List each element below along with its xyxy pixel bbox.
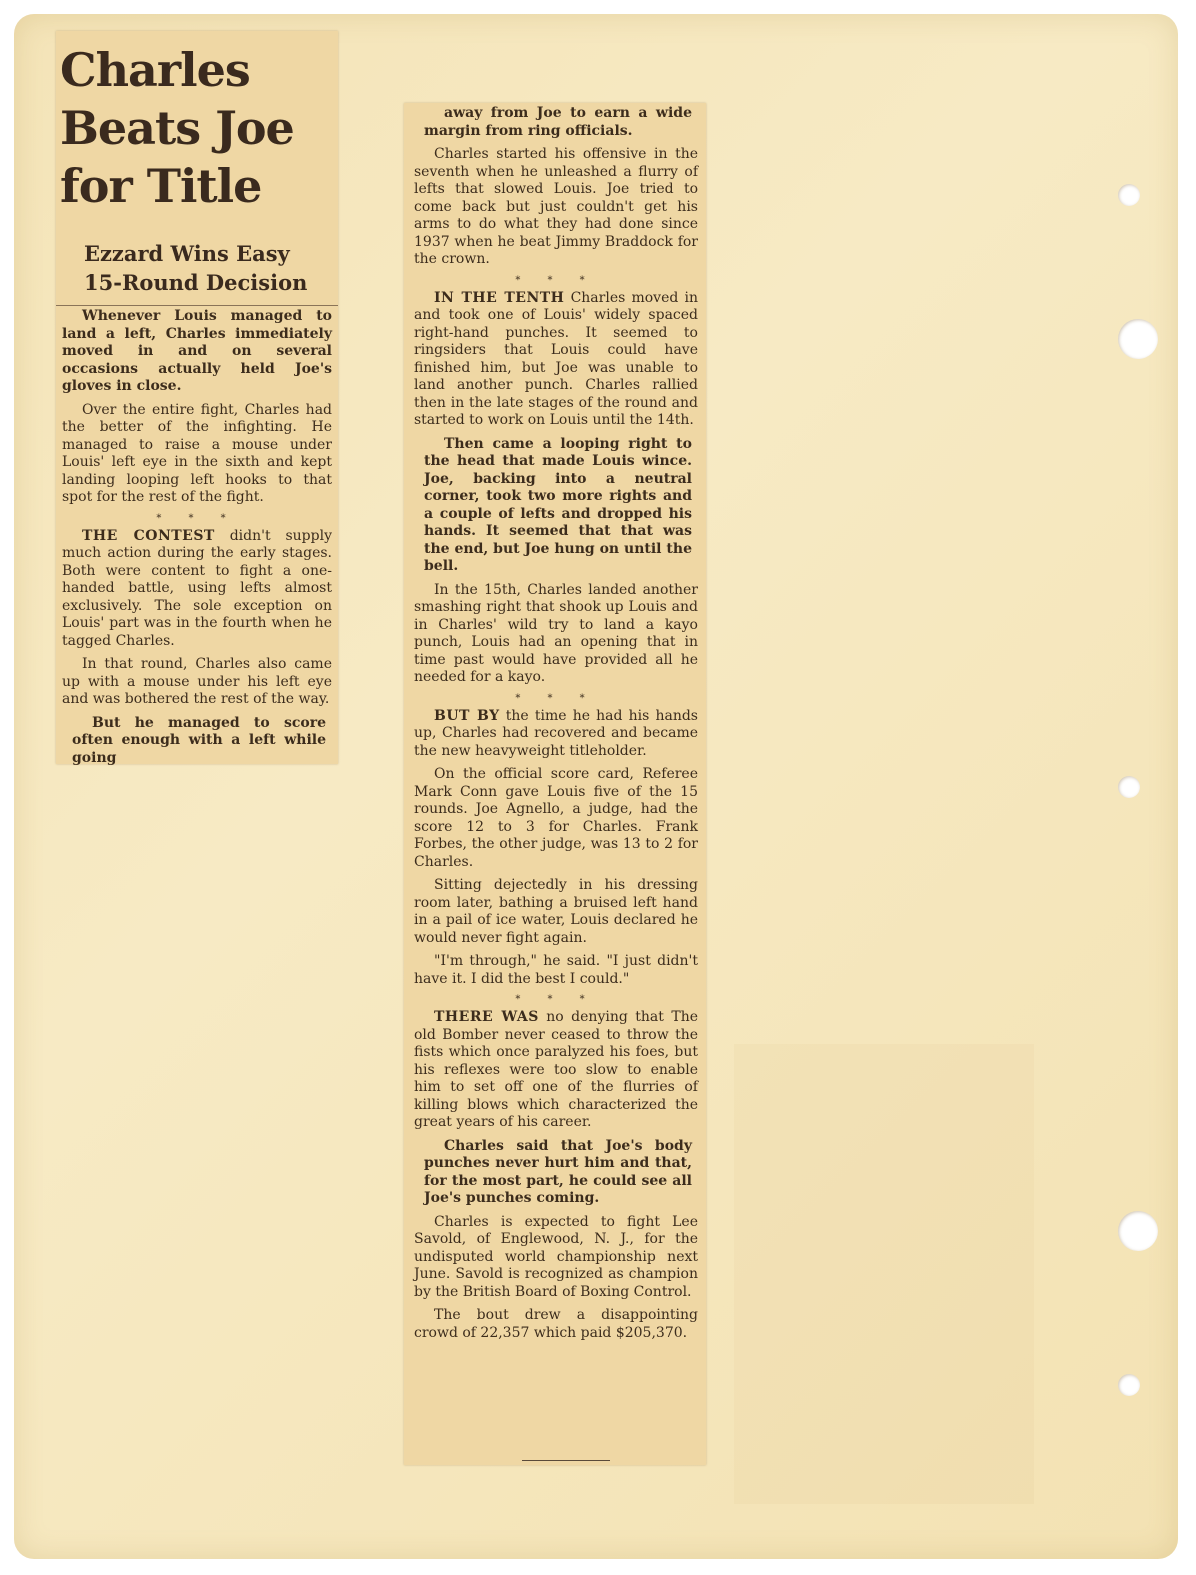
newspaper-clipping-column-2 <box>404 103 706 1465</box>
paragraph-text: Charles moved in and took one of Louis' widely spaced right-hand punches. It seemed to ringsiders that Louis could have finished him, but Joe was unable to land another punch. Charles rallied then in the late stages of the round and started to work on Louis until the 14th. <box>414 289 699 428</box>
article-body-column-2 <box>404 103 706 1342</box>
paragraph <box>414 1009 698 1132</box>
section-separator: * * * <box>515 692 597 704</box>
paragraph-text: didn't supply much action during the early stages. Both were content to fight a one-handed battle, using lefts almost exclusively. The sole exception on Louis' part was in the fourth when he tagged Charles. <box>62 527 332 649</box>
binder-hole <box>1118 1211 1158 1251</box>
paragraph <box>414 290 698 430</box>
binder-hole <box>1118 319 1158 359</box>
paragraph: On the official score card, Referee Mark Conn gave Louis five of the 15 rounds. Joe Agnello, a judge, had the score 12 to 3 for Charles. Frank Forbes, the other judge, was 13 to 2 for Charles. <box>414 766 698 870</box>
paragraph: Charles is expected to fight Lee Savold, of Englewood, N. J., for the undisputed world championship next June. Savold is recognized as champion by the British Board of Boxing Control. <box>414 1213 698 1300</box>
paragraph: In that round, Charles also came up with a mouse under his left eye and was bothered the rest of the way. <box>62 656 332 707</box>
headline-line: Charles <box>60 43 250 97</box>
binder-hole <box>1118 1374 1140 1396</box>
paragraph <box>62 528 332 651</box>
paragraph: away from Joe to earn a wide margin from ring officials. <box>424 105 692 139</box>
paragraph-lead-in: IN THE TENTH <box>434 289 565 306</box>
section-separator: * * * <box>156 512 238 524</box>
paragraph: Over the entire fight, Charles had the better of the infighting. He managed to raise a mouse under Louis' left eye in the sixth and kept landing looping left hooks to that spot for the rest of the fight. <box>62 401 332 505</box>
paragraph: Charles said that Joe's body punches never hurt him and that, for the most part, he could see all Joe's punches coming. <box>424 1137 692 1206</box>
subheadline-line: 15-Round Decision <box>84 270 308 295</box>
headline <box>60 41 338 215</box>
headline-line: for Title <box>60 159 262 213</box>
paragraph: Whenever Louis managed to land a left, Charles immediately moved in and on several occasions actually held Joe's gloves in close. <box>62 308 332 394</box>
paragraph-text: no denying that The old Bomber never ceased to throw the fists which once paralyzed his foes, but his reflexes were too slow to enable him to set off one of the flurries of killing blows which characterized the great years of his career. <box>414 1009 698 1130</box>
paragraph: "I'm through," he said. "I just didn't have it. I did the best I could." <box>414 953 698 987</box>
binder-hole <box>1118 184 1140 206</box>
paragraph: The bout drew a disappointing crowd of 22,357 which paid $205,370. <box>414 1307 698 1341</box>
section-separator: * * * <box>515 994 597 1005</box>
headline-line: Beats Joe <box>60 101 294 155</box>
paragraph: In the 15th, Charles landed another smashing right that shook up Louis and in Charles' wild try to land a kayo punch, Louis had an opening that in time past would have provided all he needed for a kayo. <box>414 581 698 685</box>
paragraph: Then came a looping right to the head that made Louis wince. Joe, backing into a neutral corner, took two more rights and a couple of lefts and dropped his hands. It seemed that that was the end, but Joe hung on until the bell. <box>424 435 692 574</box>
subheadline-line: Ezzard Wins Easy <box>84 241 290 266</box>
paragraph-lead-in: THE CONTEST <box>82 527 215 544</box>
subheadline <box>84 239 338 297</box>
paragraph-text: the time he had his hands up, Charles had recovered and became the new heavyweight titleholder. <box>414 707 698 759</box>
paragraph: Sitting dejectedly in his dressing room later, bathing a bruised left hand in a pail of ice water, Louis declared he would never fight again. <box>414 877 698 946</box>
paragraph-lead-in: BUT BY <box>434 707 500 724</box>
article-body-column-1 <box>56 306 338 767</box>
paragraph: But he managed to score often enough with a left while going <box>72 714 326 766</box>
end-rule <box>522 1460 610 1461</box>
section-separator: * * * <box>515 274 597 286</box>
binder-hole <box>1118 776 1140 798</box>
paragraph-lead-in: THERE WAS <box>434 1009 539 1025</box>
paragraph <box>414 708 698 761</box>
paragraph: Charles started his offensive in the seventh when he unleashed a flurry of lefts that slowed Louis. Joe tried to come back but just couldn't get his arms to do what they had done since 1937 when he beat Jimmy Braddock for the crown. <box>414 146 698 267</box>
newspaper-clipping-column-1 <box>56 31 338 764</box>
faded-background-clipping <box>734 1044 1034 1504</box>
